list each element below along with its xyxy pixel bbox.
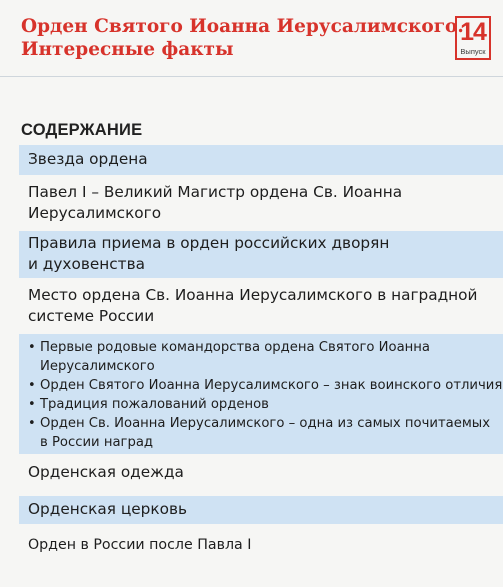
- toc-subitem-line: Первые родовые командорства ордена Святого Иоанна: [40, 340, 430, 355]
- bullet-icon: •: [28, 340, 36, 355]
- toc-subitem-line: в России наград: [40, 435, 154, 450]
- toc-item-church[interactable]: [19, 496, 503, 524]
- toc-subitem-line: Традиция пожалований орденов: [40, 397, 269, 412]
- toc-item-award-system[interactable]: [19, 281, 503, 328]
- table-of-contents: [19, 145, 503, 558]
- toc-subsection: [19, 334, 503, 454]
- toc-item-line: системе России: [28, 307, 155, 325]
- toc-subitem-line: Орден Св. Иоанна Иерусалимского – одна из самых почитаемых: [40, 416, 491, 431]
- toc-item-paul[interactable]: [19, 182, 503, 227]
- bullet-icon: •: [28, 378, 36, 393]
- toc-subitem-line: Иерусалимского: [40, 359, 155, 374]
- page-title-line-2: Интересные факты: [21, 39, 234, 60]
- issue-badge: [455, 16, 491, 60]
- toc-item-line: Павел I – Великий Магистр ордена Св. Иоанна: [28, 183, 403, 201]
- toc-subitem-revered-award[interactable]: [28, 414, 493, 452]
- toc-item-line: Орден в России после Павла I: [28, 537, 252, 553]
- issue-number: 14: [460, 18, 486, 46]
- page-title-line-1: Орден Святого Иоанна Иерусалимского.: [21, 16, 464, 37]
- toc-subitem-military-distinction[interactable]: [28, 376, 503, 395]
- toc-item-line: Орденская одежда: [28, 463, 184, 481]
- toc-subitem-commanderies[interactable]: [28, 338, 493, 376]
- toc-item-line: и духовенства: [28, 255, 145, 273]
- page-title: [21, 15, 464, 61]
- toc-subitem-line: Орден Святого Иоанна Иерусалимского – знак воинского отличия: [40, 378, 503, 393]
- toc-item-after-paul[interactable]: [19, 532, 503, 558]
- bullet-icon: •: [28, 416, 36, 431]
- toc-item-line: Звезда ордена: [28, 150, 148, 168]
- toc-item-line: Орденская церковь: [28, 500, 187, 518]
- toc-subitem-tradition[interactable]: [28, 395, 493, 414]
- page-header: [0, 0, 503, 77]
- toc-item-line: Правила приема в орден российских дворян: [28, 234, 390, 252]
- toc-sublist: [28, 338, 503, 452]
- issue-label: Выпуск: [460, 47, 486, 56]
- toc-item-clothing[interactable]: [19, 459, 503, 488]
- toc-item-star[interactable]: [19, 145, 503, 175]
- bullet-icon: •: [28, 397, 36, 412]
- toc-item-line: Место ордена Св. Иоанна Иерусалимского в наградной: [28, 286, 478, 304]
- toc-item-admission-rules[interactable]: [19, 231, 503, 278]
- toc-heading: СОДЕРЖАНИЕ: [21, 121, 143, 139]
- toc-item-line: Иерусалимского: [28, 204, 162, 222]
